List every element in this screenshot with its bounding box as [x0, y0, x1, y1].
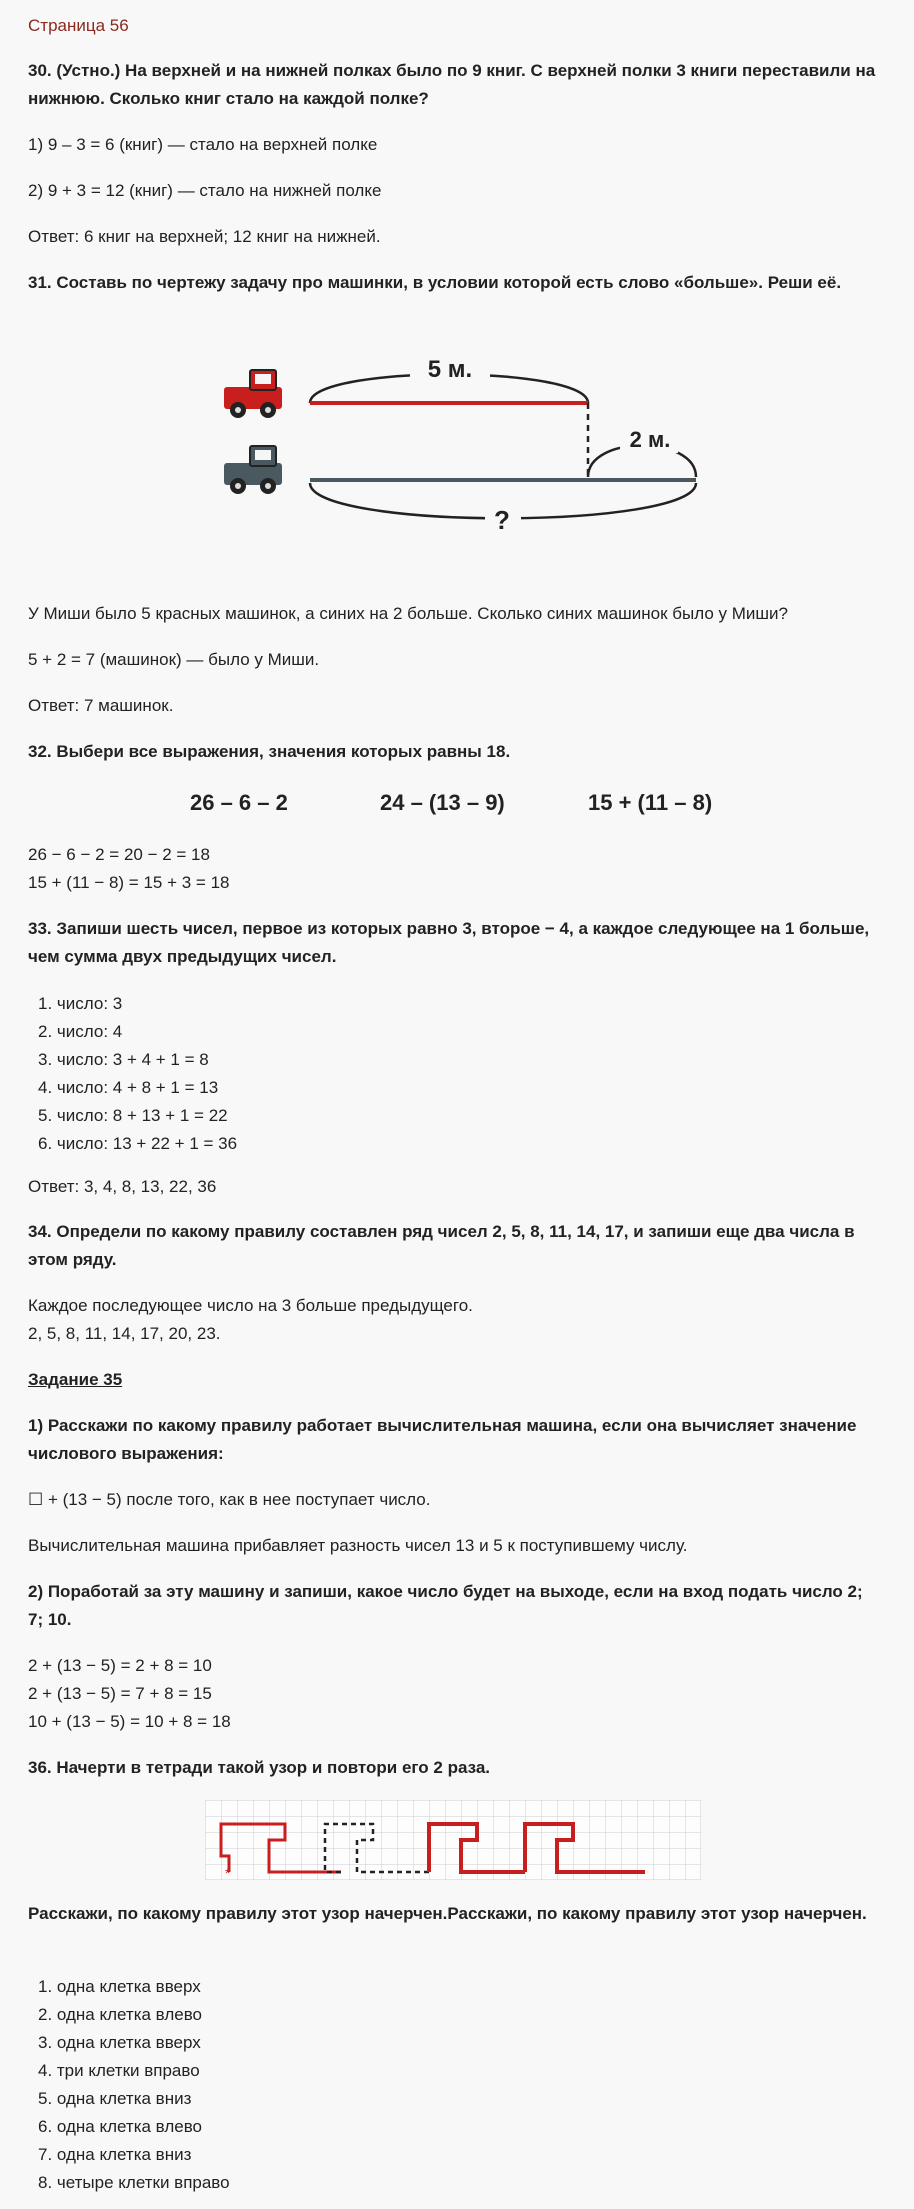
task-34-rule: Каждое последующее число на 3 больше предыдущего.	[28, 1296, 473, 1315]
list-item: 4. число: 4 + 8 + 1 = 13	[38, 1078, 219, 1097]
bottom-unknown-label: ?	[494, 505, 510, 535]
list-item: 7. одна клетка вниз	[38, 2145, 192, 2164]
list-item: 6. число: 13 + 22 + 1 = 36	[38, 1134, 238, 1153]
task-31-answer: Ответ: 7 машинок.	[28, 696, 174, 715]
top-length-label: 5 м.	[427, 356, 473, 383]
list-item: 5. одна клетка вниз	[38, 2089, 192, 2108]
list-item: 6. одна клетка влево	[38, 2117, 202, 2136]
difference-label: 2 м.	[629, 427, 671, 452]
task-36-list	[38, 1973, 230, 2197]
task-33-list	[38, 990, 237, 1158]
cars-diagram	[210, 345, 720, 540]
task-35-solution-2: 2 + (13 − 5) = 7 + 8 = 15	[28, 1684, 212, 1703]
list-item: 2. число: 4	[38, 1022, 123, 1041]
list-item: 8. четыре клетки вправо	[38, 2173, 230, 2192]
task-35-expression: ☐ + (13 − 5) после того, как в нее поступает число.	[28, 1490, 431, 1509]
list-item: 3. число: 3 + 4 + 1 = 8	[38, 1050, 209, 1069]
expression-1: 26 – 6 – 2	[190, 790, 288, 815]
list-item: 5. число: 8 + 13 + 1 = 22	[38, 1106, 228, 1125]
expression-2: 24 – (13 – 9)	[380, 790, 505, 815]
task-32-title: 32. Выбери все выражения, значения которых равны 18.	[28, 742, 511, 761]
task-35-answer-1: Вычислительная машина прибавляет разность чисел 13 и 5 к поступившему числу.	[28, 1536, 688, 1555]
list-item: 2. одна клетка влево	[38, 2005, 202, 2024]
expression-3: 15 + (11 – 8)	[588, 790, 713, 815]
task-35-question-1: 1) Расскажи по какому правилу работает вычислительная машина, если она вычисляет значение числового выражения:	[28, 1416, 857, 1463]
task-30-title: 30. (Устно.) На верхней и на нижней полках было по 9 книг. С верхней полки 3 книги переставили на нижнюю. Сколько книг стало на каждой полке?	[28, 61, 876, 108]
task-30-step-2: 2) 9 + 3 = 12 (книг) — стало на нижней полке	[28, 181, 382, 200]
task-36-title: 36. Начерти в тетради такой узор и повтори его 2 раза.	[28, 1758, 491, 1777]
task-35-question-2: 2) Поработай за эту машину и запиши, какое число будет на выходе, если на вход подать число 2; 7; 10.	[28, 1582, 863, 1629]
task-34-sequence: 2, 5, 8, 11, 14, 17, 20, 23.	[28, 1324, 221, 1343]
list-item: 3. одна клетка вверх	[38, 2033, 201, 2052]
task-35-solution-3: 10 + (13 − 5) = 10 + 8 = 18	[28, 1712, 231, 1731]
list-item: 1. число: 3	[38, 994, 123, 1013]
task-30-answer: Ответ: 6 книг на верхней; 12 книг на нижней.	[28, 227, 381, 246]
task-35-solution-1: 2 + (13 − 5) = 2 + 8 = 10	[28, 1656, 212, 1675]
task-31-title: 31. Составь по чертежу задачу про машинки, в условии которой есть слово «больше». Реши её.	[28, 273, 842, 292]
task-33-answer: Ответ: 3, 4, 8, 13, 22, 36	[28, 1177, 217, 1196]
task-30-step-1: 1) 9 – 3 = 6 (книг) — стало на верхней полке	[28, 135, 378, 154]
task-31-solution: 5 + 2 = 7 (машинок) — было у Миши.	[28, 650, 320, 669]
task-33-title: 33. Запиши шесть чисел, первое из которых равно 3, второе − 4, а каждое следующее на 1 больше, чем сумма двух предыдущих чисел.	[28, 919, 870, 966]
task-32-solution-2: 15 + (11 − 8) = 15 + 3 = 18	[28, 873, 230, 892]
page-header: Страница 56	[28, 16, 129, 35]
list-item: 4. три клетки вправо	[38, 2061, 200, 2080]
task-34-title: 34. Определи по какому правилу составлен ряд чисел 2, 5, 8, 11, 14, 17, и запиши еще два числа в этом ряду.	[28, 1222, 855, 1269]
task-36-question: Расскажи, по какому правилу этот узор начерчен.Расскажи, по какому правилу этот узор начерчен.	[28, 1904, 867, 1923]
start-mark-icon: *	[225, 1865, 231, 1880]
task-31-problem: У Миши было 5 красных машинок, а синих на 2 больше. Сколько синих машинок было у Миши?	[28, 604, 788, 623]
list-item: 1. одна клетка вверх	[38, 1977, 201, 1996]
gray-car-icon	[224, 446, 282, 494]
task-35-heading: Задание 35	[28, 1370, 123, 1389]
task-32-solution-1: 26 − 6 − 2 = 20 − 2 = 18	[28, 845, 210, 864]
red-car-icon	[224, 370, 282, 418]
pattern-grid	[205, 1800, 701, 1880]
